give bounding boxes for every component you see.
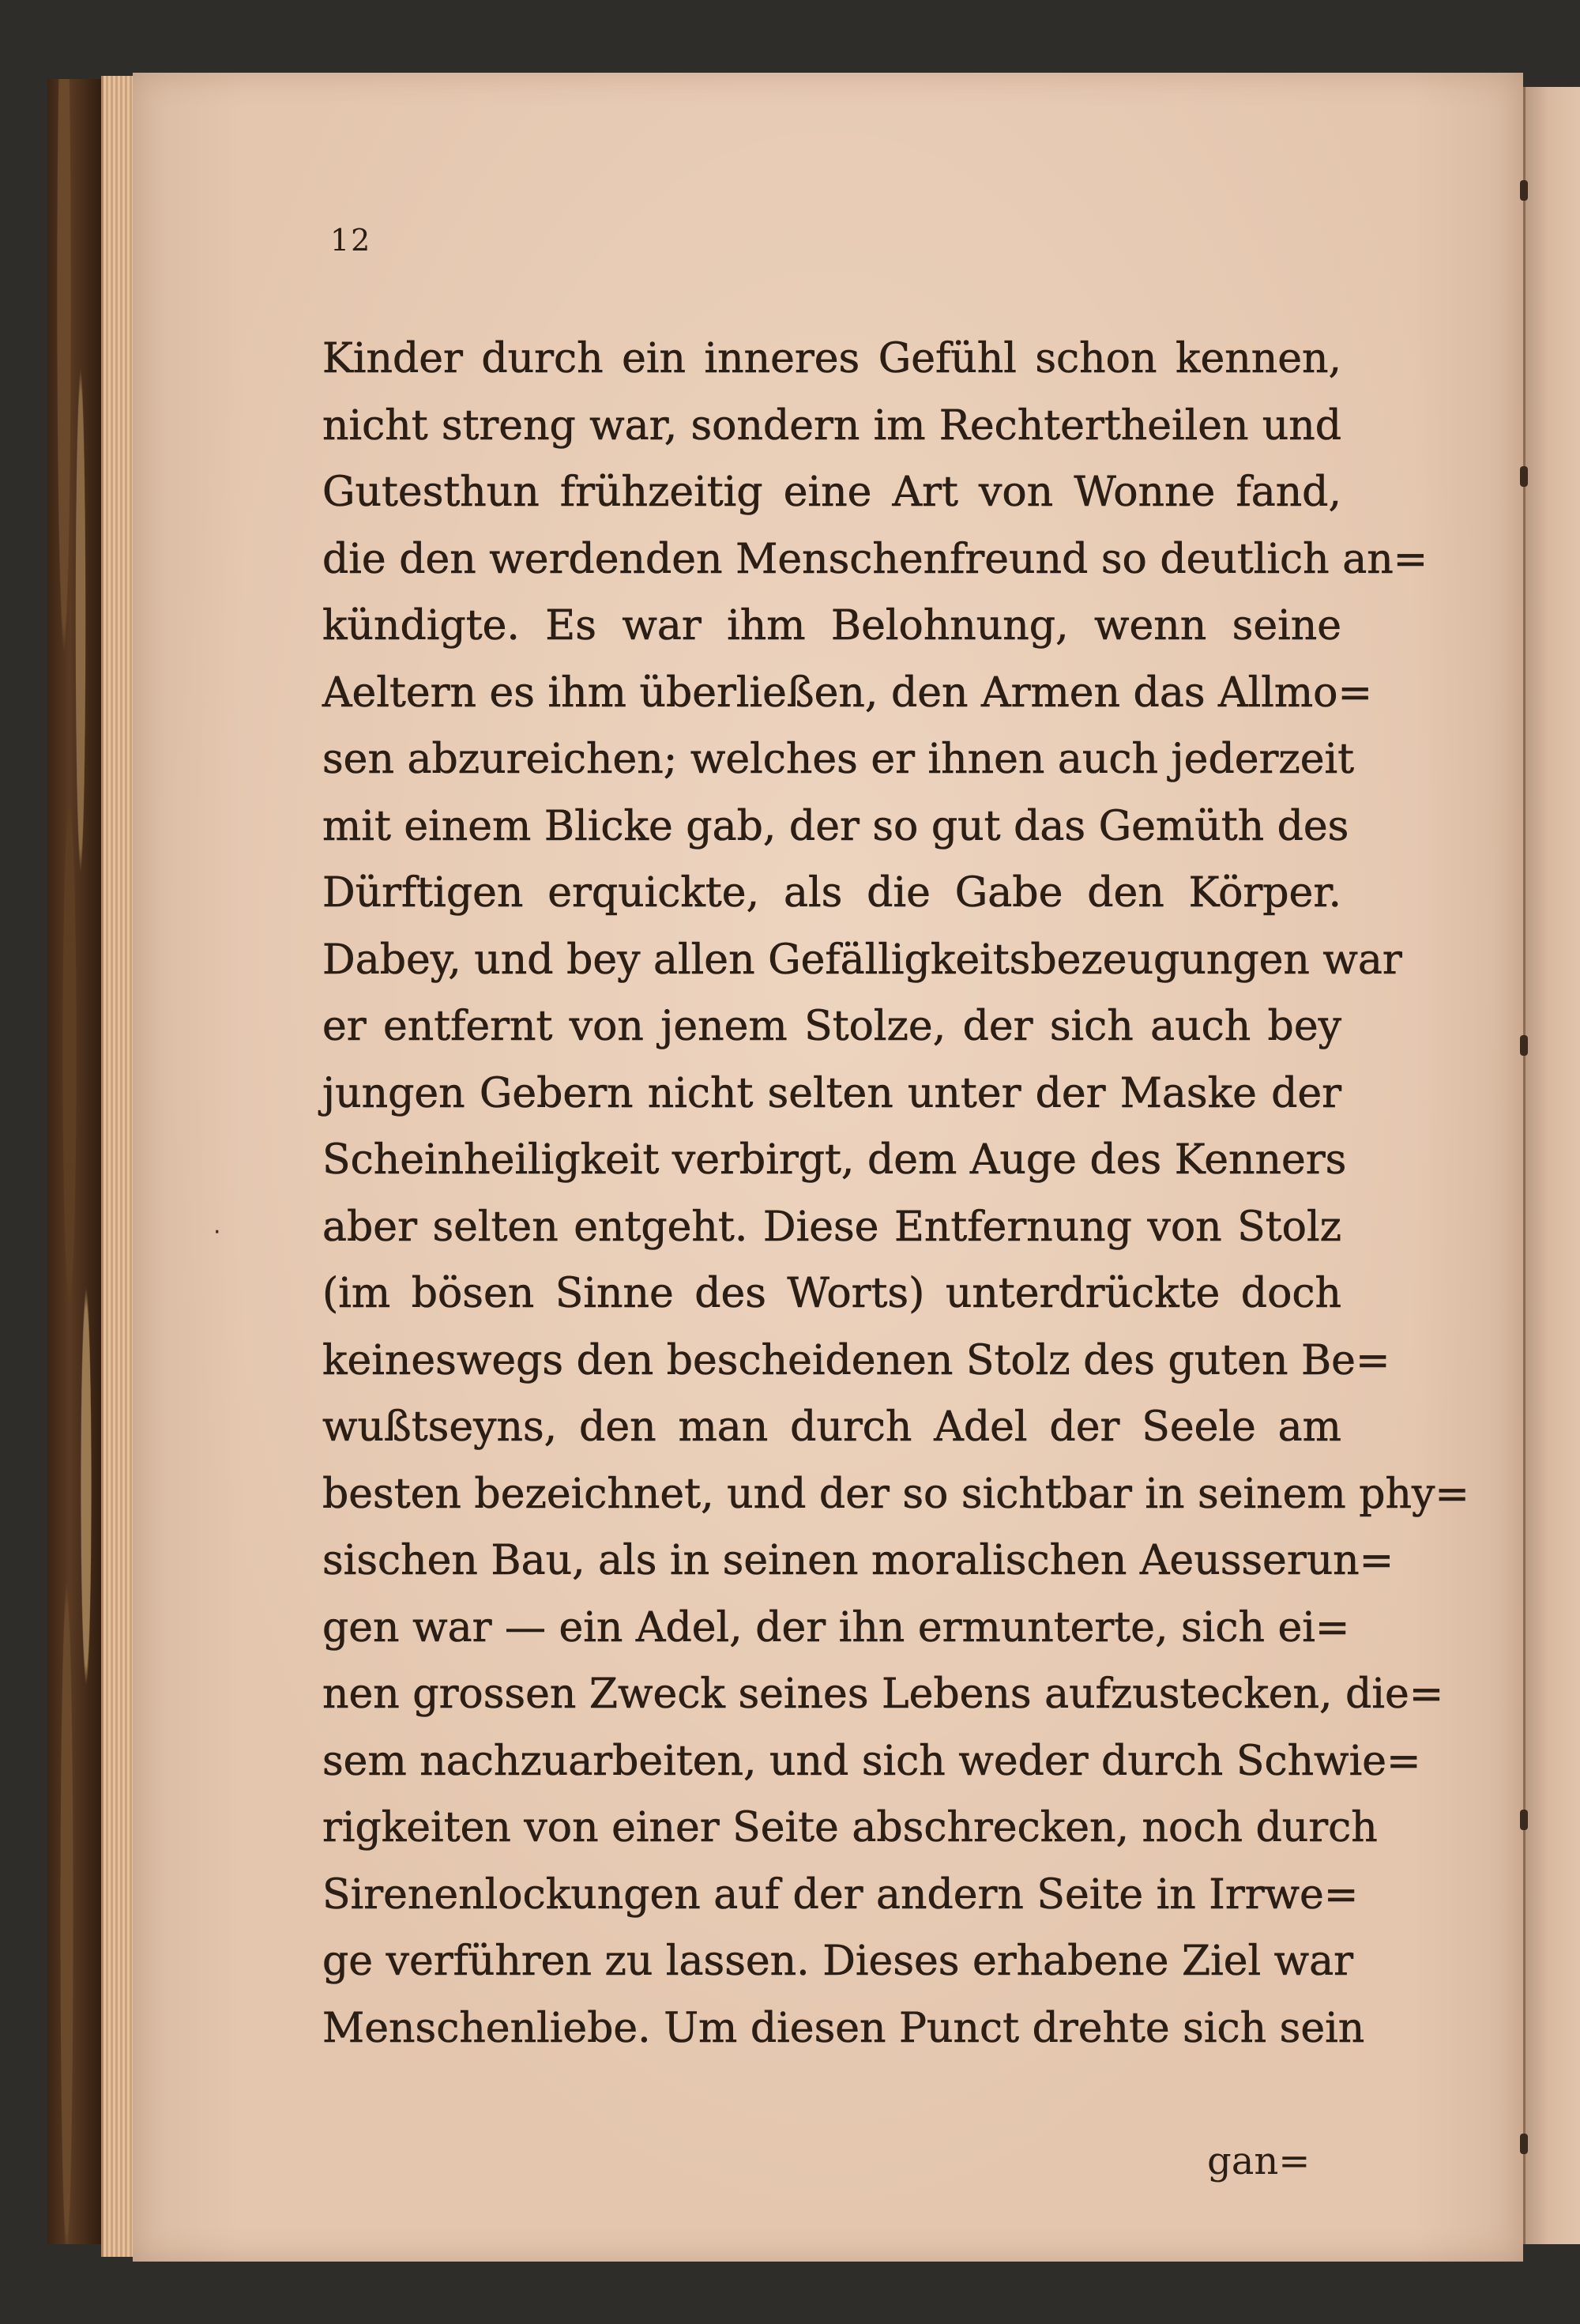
text-line: Aeltern es ihm überließen, den Armen das Allmo= <box>322 669 1373 717</box>
text-line: ge verführen zu lassen. Dieses erhabene Ziel war <box>322 1938 1354 1985</box>
text-line: rigkeiten von einer Seite abschrecken, noch durch <box>322 1804 1378 1851</box>
text-line: kündigte. Es war ihm Belohnung, wenn seine <box>322 602 1341 650</box>
text-line: Dürftigen erquickte, als die Gabe den Körper. <box>322 869 1341 917</box>
text-line: sen abzureichen; welches er ihnen auch jederzeit <box>322 736 1355 783</box>
text-line: aber selten entgeht. Diese Entfernung von Stolz <box>322 1203 1341 1251</box>
text-line: (im bösen Sinne des Worts) unterdrückte doch <box>322 1270 1341 1317</box>
text-line: sischen Bau, als in seinen moralischen Aeusserun= <box>322 1537 1394 1584</box>
binding-stitch <box>1520 1810 1528 1830</box>
binding-stitch <box>1520 180 1528 201</box>
text-line: Sirenenlockungen auf der andern Seite in Irrwe= <box>322 1870 1359 1919</box>
text-line: nicht streng war, sondern im Rechtertheilen und <box>322 401 1341 450</box>
binding-stitch <box>1520 2134 1528 2154</box>
text-line: Menschenliebe. Um diesen Punct drehte sich sein <box>322 2004 1365 2052</box>
text-line: Scheinheiligkeit verbirgt, dem Auge des Kenners <box>322 1136 1347 1184</box>
facing-page-edge <box>1523 87 1580 2244</box>
text-line: die den werdenden Menschenfreund so deutlich an= <box>322 535 1428 583</box>
text-line: nen grossen Zweck seines Lebens aufzustecken, die= <box>322 1670 1444 1718</box>
text-line: wußtseyns, den man durch Adel der Seele am <box>322 1403 1341 1451</box>
text-line: besten bezeichnet, und der so sichtbar in seinem phy= <box>322 1470 1469 1518</box>
text-line: gen war — ein Adel, der ihn ermunterte, sich ei= <box>322 1603 1350 1652</box>
binding-stitch <box>1520 1035 1528 1056</box>
text-line: keineswegs den bescheidenen Stolz des guten Be= <box>322 1336 1390 1384</box>
binding-stitch <box>1520 466 1528 487</box>
text-line: jungen Gebern nicht selten unter der Maske der <box>322 1069 1341 1117</box>
text-line: er entfernt von jenem Stolze, der sich auch bey <box>322 1003 1341 1050</box>
text-line: Kinder durch ein inneres Gefühl schon kennen, <box>322 335 1341 382</box>
body-text <box>322 326 1469 2062</box>
text-line: Dabey, und bey allen Gefälligkeitsbezeugungen war <box>322 936 1402 984</box>
text-line: Gutesthun frühzeitig eine Art von Wonne fand, <box>322 469 1341 516</box>
catchword: gan= <box>1207 2139 1311 2183</box>
page-number: 12 <box>330 223 372 258</box>
text-line: mit einem Blicke gab, der so gut das Gemüth des <box>322 802 1349 850</box>
margin-mark: · <box>213 1218 221 1246</box>
book-spine <box>47 79 103 2244</box>
page-edges <box>101 76 135 2257</box>
text-line: sem nachzuarbeiten, und sich weder durch Schwie= <box>322 1737 1421 1785</box>
